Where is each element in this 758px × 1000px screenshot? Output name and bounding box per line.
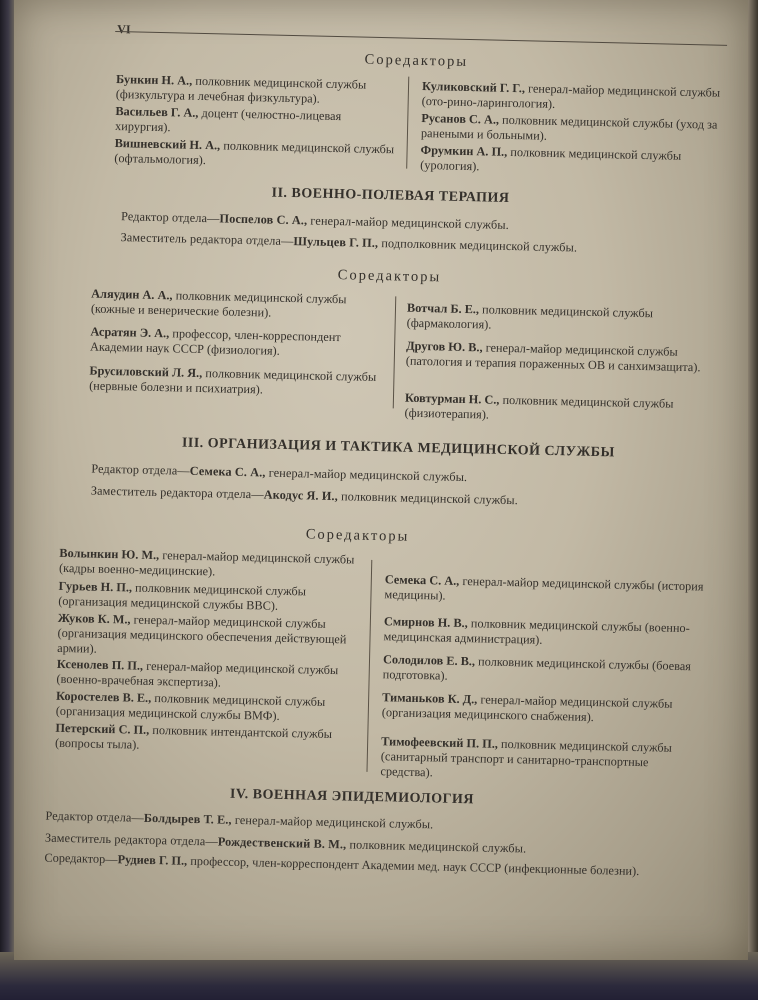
header-rule bbox=[115, 31, 727, 46]
entry: Семека С. А., генерал-майор медицинской службы (история медицины). bbox=[384, 572, 704, 603]
entry: Куликовский Г. Г., генерал-майор медицинской службы (ото-рино-ларингология). bbox=[421, 78, 721, 111]
section-3-deputy: Заместитель редактора отдела—Акодус Я. И., полковник медицинской службы. bbox=[90, 483, 519, 508]
entry: Петерский С. П., полковник интендантской службы (вопросы тыла). bbox=[54, 720, 333, 752]
section-4-coeditor: Соредактор—Рудиев Г. П., профессор, член-корреспондент Академии мед. наук СССР (инфекционные болезни). bbox=[44, 850, 640, 879]
entry: Брусиловский Л. Я., полковник медицинской службы (нервные болезни и психиатрия). bbox=[89, 363, 377, 397]
entry: Волынкин Ю. М., генерал-майор медицинской службы (кадры военно-медицинские). bbox=[58, 545, 355, 579]
entry: Вотчал Б. Е., полковник медицинской службы (фармакология). bbox=[406, 300, 654, 332]
section-4-title: IV. ВОЕННАЯ ЭПИДЕМИОЛОГИЯ bbox=[229, 786, 475, 808]
entry: Жуков К. М., генерал-майор медицинской службы (организация медицинского обеспечения действующей армии). bbox=[57, 610, 347, 656]
page-right-edge bbox=[748, 0, 758, 1000]
entry: Солодилов Е. В., полковник медицинской службы (боевая подготовка). bbox=[382, 652, 692, 683]
section-2-title: II. ВОЕННО-ПОЛЕВАЯ ТЕРАПИЯ bbox=[271, 185, 510, 206]
entry: Аляудин А. А., полковник медицинской службы (кожные и венерические болезни). bbox=[90, 286, 347, 320]
section-2-coeditors-heading: Соредакторы bbox=[337, 267, 442, 286]
page-number: VI bbox=[117, 22, 131, 37]
entry: Ковтурман Н. С., полковник медицинской службы (физиотерапия). bbox=[404, 390, 674, 422]
entry: Другов Ю. В., генерал-майор медицинской службы (патология и терапия пораженных ОВ и санхимзащита). bbox=[405, 338, 701, 375]
section-3-coeditors-heading: Соредакторы bbox=[305, 526, 410, 545]
book-page bbox=[14, 0, 748, 960]
entry: Вишневский Н. А., полковник медицинской службы (офтальмология). bbox=[114, 135, 395, 168]
page-content bbox=[14, 0, 748, 960]
entry: Смирнов Н. В., полковник медицинской службы (военно-медицинская администрация). bbox=[383, 614, 690, 647]
column-divider bbox=[406, 77, 409, 169]
entry: Бункин Н. А., полковник медицинской службы (физкультура и лечебная физкультура). bbox=[115, 72, 367, 106]
entry: Русанов С. А., полковник медицинской службы (уход за ранеными и больными). bbox=[420, 110, 718, 143]
entry: Ксенолев П. П., генерал-майор медицинской службы (военно-врачебная экспертиза). bbox=[56, 656, 339, 690]
section-2-deputy: Заместитель редактора отдела—Шульцев Г. П., подполковник медицинской службы. bbox=[120, 230, 578, 255]
entry: Васильев Г. А., доцент (челюстно-лицевая хирургия). bbox=[114, 104, 342, 135]
entry: Фрумкин А. П., полковник медицинской службы (урология). bbox=[420, 142, 682, 174]
section-2-editor: Редактор отдела—Поспелов С. А., генерал-майор медицинской службы. bbox=[120, 209, 510, 232]
section-3-editor: Редактор отдела—Семека С. А., генерал-майор медицинской службы. bbox=[91, 461, 468, 485]
column-divider bbox=[366, 560, 372, 772]
entry: Гурьев Н. П., полковник медицинской службы (организация медицинской службы ВВС). bbox=[58, 578, 307, 613]
entry: Коростелев В. Е., полковник медицинской службы (организация медицинской службы ВМФ). bbox=[55, 688, 326, 723]
entry: Тимофеевский П. П., полковник медицинской службы (санитарный транспорт и санитарно-транспортные средства). bbox=[380, 734, 673, 780]
column-divider bbox=[393, 296, 397, 408]
book-spine-edge bbox=[0, 0, 14, 1000]
section-3-title: III. ОРГАНИЗАЦИЯ И ТАКТИКА МЕДИЦИНСКОЙ СЛУЖБЫ bbox=[181, 435, 615, 461]
section-4-editor: Редактор отдела—Болдырев Т. Е., генерал-майор медицинской службы. bbox=[45, 808, 434, 832]
section-1-coeditors-heading: Соредакторы bbox=[364, 51, 469, 70]
entry: Асратян Э. А., профессор, член-корреспондент Академии наук СССР (физиология). bbox=[89, 324, 341, 358]
entry: Тиманьков К. Д., генерал-майор медицинской службы (организация медицинского снабжения). bbox=[381, 690, 673, 725]
section-4-deputy: Заместитель редактора отдела—Рождественский В. М., полковник медицинской службы. bbox=[44, 830, 527, 856]
